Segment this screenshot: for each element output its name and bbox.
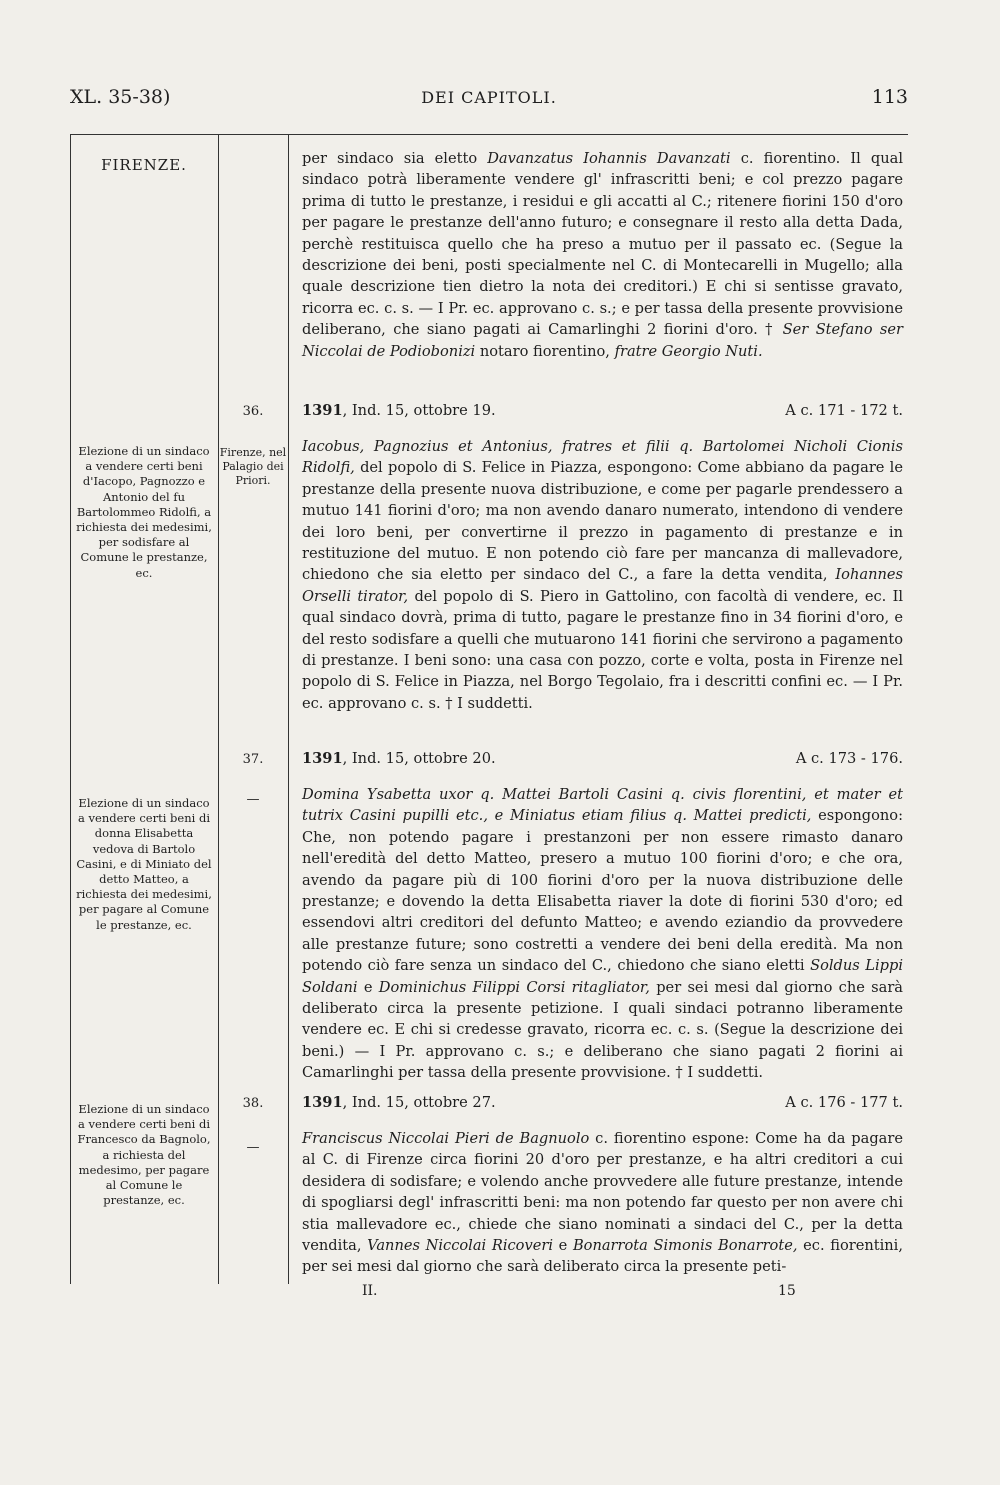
running-header <box>70 86 908 116</box>
column-rule-right <box>288 134 289 1284</box>
person-name: Iacobus, Pagnozius et Antonius, fratres et filii q. Bartolomei Nicholi Cionis Ridolfi, <box>302 438 903 477</box>
person-name: fratre Georgio Nuti. <box>614 342 763 360</box>
text: ec. fiorentini, per sei mesi dal giorno che sarà deliberato circa la presente peti- <box>302 1237 903 1276</box>
text: per sindaco sia eletto <box>302 150 488 167</box>
person-name: Vannes Niccolai Ricoveri <box>367 1237 553 1255</box>
entry-reference: A c. 171 - 172 t. <box>785 402 903 419</box>
person-name: Davanzatus Iohannis Davanzati <box>487 150 731 167</box>
person-name: Domina Ysabetta uxor q. Mattei Bartoli Casini q. civis florentini, et mater et tutrix Casini pupilli etc., e Miniatus etiam filius q. Mattei predicti, <box>302 786 903 825</box>
column-rule-middle <box>218 134 219 1284</box>
text: del popolo di S. Piero in Gattolino, con facoltà di vendere, ec. Il qual sindaco dovrà, prima di tutto, pagare le prestanze fino in 34 fiorini d'oro, e del resto sodisfare a quelli che mutuarono 141 fiorini che servirono a pagamento di prestanze. I beni sono: una casa con pozzo, corte e volta, posta in Firenze nel popolo di S. Felice in Piazza, nel Borgo Tegolaio, fra i descritti confini ec. — I Pr. ec. approvano c. s. † I suddetti. <box>302 587 903 712</box>
person-name: Franciscus Niccolai Pieri de Bagnuolo <box>302 1130 590 1147</box>
entry-reference: A c. 176 - 177 t. <box>785 1094 903 1111</box>
header-rule <box>70 134 908 135</box>
signature-mark: II. <box>362 1283 378 1299</box>
entry-number-37: 37. <box>242 752 264 767</box>
person-name: Soldus Lippi Soldani <box>302 957 903 996</box>
entry-year: 1391 <box>302 402 343 419</box>
place-36: Firenze, nel Palagio dei Priori. <box>219 446 287 487</box>
entry-year: 1391 <box>302 1094 343 1111</box>
person-name: Ser Stefano ser Niccolai de Podiobonizi <box>302 321 903 360</box>
text: e <box>357 978 379 996</box>
column-rule-left <box>70 134 71 1284</box>
entry-date: , Ind. 15, ottobre 19. <box>342 402 496 419</box>
entry-number-36: 36. <box>242 404 264 419</box>
text: c. fiorentino. Il qual sindaco potrà liberamente vendere gl' infrascritti beni; e col prezzo pagare prima di tutto le prestanze, i residui e gli accatti al C.; ritenere fiorini 150 d'oro per pagare le prestanze dell'anno futuro; e consegnare il resto alla detta Dada, perchè restituisca quello che ha preso a mutuo per il passato ec. (Segue la descrizione dei beni, posti specialmente nel C. di Montecarelli in Mugello; alla quale descrizione tien dietro la nota dei creditori.) E chi si sentisse gravato, ricorra ec. c. s. — I Pr. ec. approvano c. s.; e per tassa della presente provvisione deliberano, che siano pagati ai Camarlinghi 2 fiorini d'oro. † <box>302 150 903 339</box>
header-title: DEI CAPITOLI. <box>421 88 557 107</box>
text: espongono: Che, non potendo pagare i prestanzoni per non essere rimasto danaro nell'eredità del detto Matteo, presero a mutuo 100 fiorini d'oro; e che ora, avendo da pagare più di 100 fiorini d'oro per la nuova distribuzione delle prestanze; e dovendo la detta Elisabetta riaver la dote di fiorini 530 d'oro; ed essendovi altri creditori del defunto Matteo; e avendo eziandio da provvedere alle prestanze future; sono costretti a vendere dei beni della eredità. Ma non potendo ciò fare senza un sindaco del C., chiedono che siano eletti <box>302 807 903 975</box>
person-name: Dominichus Filippi Corsi ritagliator, <box>378 978 650 996</box>
text: del popolo di S. Felice in Piazza, espongono: Come abbiano da pagare le prestanze della presente nuova distribuzione, e come per pagarle prendessero a mutuo 141 fiorini d'oro; ma non avendo danaro numerato, intendono di vendere dei loro beni, per convertirne il prezzo in pagamento di prestanze e in restituzione del mutuo. E non potendo ciò fare per mancanza di mallevadore, chiedono che sia eletto per sindaco del C., a fare la detta vendita, <box>302 459 903 584</box>
entry-37-heading <box>302 750 903 767</box>
entry-38-heading <box>302 1094 903 1111</box>
place-heading: FIRENZE. <box>101 156 187 174</box>
dash-38: — <box>246 1140 260 1155</box>
entry-year: 1391 <box>302 750 343 767</box>
entry-date: , Ind. 15, ottobre 20. <box>342 750 496 767</box>
person-name: Bonarrota Simonis Bonarrote, <box>572 1237 798 1255</box>
entry-36-text <box>302 436 903 714</box>
summary-37: Elezione di un sindaco a vendere certi beni di donna Elisabetta vedova di Bartolo Casini, e di Miniato del detto Matteo, a richiesta dei medesimi, per pagare al Comune le prestanze, ec. <box>76 796 212 932</box>
summary-36: Elezione di un sindaco a vendere certi beni d'Iacopo, Pagnozzo e Antonio del fu Bartolommeo Ridolfi, a richiesta dei medesimi, per sodisfare al Comune le prestanze, ec. <box>76 444 212 580</box>
header-chapter: XL. 35-38) <box>70 86 171 108</box>
entry-38-text <box>302 1128 903 1278</box>
text: notaro fiorentino, <box>475 342 615 360</box>
entry-number-38: 38. <box>242 1096 264 1111</box>
entry-reference: A c. 173 - 176. <box>795 750 903 767</box>
summary-38: Elezione di un sindaco a vendere certi beni di Francesco da Bagnolo, a richiesta del medesimo, per pagare al Comune le prestanze, ec. <box>77 1102 211 1208</box>
entry-35-text <box>302 148 903 362</box>
text: c. fiorentino espone: Come ha da pagare al C. di Firenze circa fiorini 20 d'oro per prestanze, e ha altri creditori a cui desidera di sodisfare; e volendo anche provvedere alle future prestanze, intende di spogliarsi degl' infrascritti beni: ma non potendo far questo per non avere chi stia mallevadore ec., chiede che siano nominati a sindaci del C., per la detta vendita, <box>302 1130 903 1255</box>
text: per sei mesi dal giorno che sarà deliberato circa la presente petizione. I quali sindaci potranno liberamente vendere ec. E chi si credesse gravato, ricorra ec. c. s. (Segue la descrizione dei beni.) — I Pr. approvano c. s.; e deliberano che siano pagati 2 fiorini ai Camarlinghi per tassa della presente provvisione. † I suddetti. <box>302 978 903 1082</box>
person-name: Iohannes Orselli tirator, <box>302 566 903 605</box>
entry-date: , Ind. 15, ottobre 27. <box>342 1094 496 1111</box>
text: e <box>553 1237 573 1255</box>
entry-36-heading <box>302 402 903 419</box>
page-number: 113 <box>871 86 908 108</box>
signature-number: 15 <box>778 1283 796 1299</box>
dash-37: — <box>246 792 260 807</box>
entry-37-text <box>302 784 903 1084</box>
